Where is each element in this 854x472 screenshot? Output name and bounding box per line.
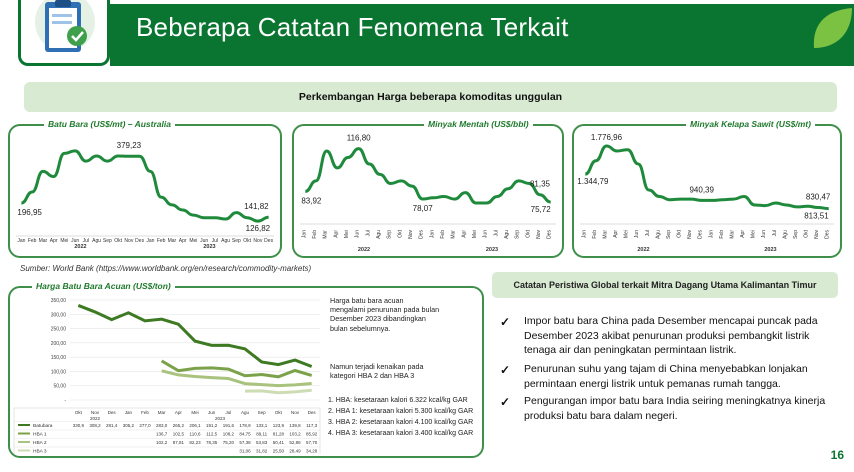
table-cell: 133,1 [256, 423, 268, 428]
table-cell: 102,5 [172, 431, 184, 437]
x-tick-label: Apr [333, 230, 340, 238]
x-tick-label: Jan [301, 230, 308, 239]
series-line [305, 149, 550, 203]
palm-oil-chart-title: Minyak Kelapa Sawit (US$/mt) [686, 119, 815, 129]
table-cell: 117,3 [306, 423, 318, 428]
x-tick-label: Jul [771, 230, 778, 237]
hba-legend [328, 396, 473, 439]
x-tick-label: Agu [376, 230, 382, 239]
y-tick-label: 50,00 [53, 383, 66, 390]
x-tick-label: Apr [49, 238, 58, 244]
x-tick-label: Mei [623, 230, 630, 239]
data-label: 141,82 [244, 202, 269, 212]
year-label: 2022 [357, 247, 371, 253]
x-tick-label: Mei [189, 238, 198, 244]
x-tick-label: Jul [211, 238, 219, 244]
header [0, 0, 854, 68]
series-name: HBA 1 [33, 432, 47, 438]
table-cell: 89,11 [256, 431, 268, 437]
table-cell: 82,23 [189, 440, 201, 445]
x-tick-label: Jan [708, 230, 715, 239]
source-note: Sumber: World Bank (https://www.worldbank.org/en/research/commodity-markets) [20, 264, 312, 273]
data-label: 940,39 [689, 185, 714, 195]
x-tick-label: Des [824, 230, 831, 239]
table-cell: 25,50 [272, 448, 284, 454]
bullet-item [500, 314, 840, 358]
x-tick-label: Mar [729, 230, 736, 239]
table-cell: 112,5 [206, 431, 218, 437]
data-label: 1.776,96 [590, 132, 623, 142]
year-label: 2023 [214, 416, 226, 421]
y-tick-label: - [64, 398, 66, 404]
x-tick-label: Nov [814, 230, 821, 239]
x-tick-label: Jun [354, 230, 361, 239]
crude-oil-chart [292, 124, 564, 258]
table-cell: 277,0 [139, 423, 151, 428]
x-tick-label: Mei [60, 238, 69, 244]
x-tick-label: Okt [74, 410, 82, 415]
x-tick-label: Feb [591, 230, 598, 239]
x-tick-label: Mei [750, 230, 757, 239]
x-tick-label: Jan [429, 230, 436, 239]
check-icon: ✓ [500, 363, 511, 377]
x-tick-label: Jan [124, 410, 132, 415]
year-label: 2023 [485, 247, 499, 253]
x-tick-label: Des [264, 238, 274, 244]
palm-oil-chart [572, 124, 842, 258]
x-tick-label: Sep [257, 410, 266, 415]
x-tick-label: Sep [665, 230, 672, 239]
x-tick-label: Des [697, 230, 704, 239]
x-tick-label: Jul [493, 230, 500, 237]
series-line [585, 146, 828, 209]
x-tick-label: Feb [718, 230, 725, 239]
x-tick-label: Okt [114, 238, 123, 244]
table-cell: 52,86 [289, 440, 301, 445]
table-cell: 103,2 [289, 431, 301, 437]
hba-legend-item: 4. HBA 3: kesetaraan kalori 3.400 kcal/kg GAR [328, 429, 474, 437]
table-cell: 330,9 [72, 423, 84, 428]
table-cell: 28,49 [289, 448, 301, 454]
x-tick-label: Sep [102, 238, 112, 244]
series-line [21, 151, 268, 221]
data-label: 830,47 [805, 192, 831, 202]
y-tick-label: 300,00 [50, 312, 66, 319]
data-label: 81,35 [529, 179, 551, 189]
x-tick-label: Agu [504, 230, 510, 239]
y-tick-label: 200,00 [50, 340, 66, 347]
x-tick-label: Mar [450, 230, 457, 239]
global-events-title: Catatan Peristiwa Global terkait Mitra Dagang Utama Kalimantan Timur [492, 272, 838, 298]
x-tick-label: Mar [322, 230, 329, 239]
table-cell: 75,20 [222, 440, 234, 445]
hba-legend-item: 3. HBA 2: kesetaraan kalori 4.100 kcal/kg GAR [328, 418, 474, 426]
hba-legend-item: 1. HBA: kesetaraan kalori 6.322 kcal/kg GAR [328, 397, 468, 404]
table-cell: 305,2 [122, 423, 134, 428]
table-cell: 31,82 [256, 448, 268, 454]
data-label: 1.344,79 [577, 177, 609, 187]
x-tick-label: Feb [440, 230, 446, 239]
x-tick-label: Jun [200, 238, 209, 244]
table-cell: 178,9 [239, 423, 251, 428]
x-tick-label: Apr [461, 230, 468, 238]
x-tick-label: Sep [231, 238, 241, 244]
x-tick-label: Okt [397, 230, 404, 238]
x-tick-label: Agu [92, 238, 102, 244]
table-cell: 34,28 [306, 448, 318, 454]
hba-chart [8, 292, 324, 454]
x-tick-label: Jan [17, 238, 26, 244]
x-tick-label: Nov [536, 230, 542, 239]
data-label: 116,80 [346, 133, 371, 143]
y-tick-label: 350,00 [50, 298, 66, 304]
x-tick-label: Jun [208, 410, 216, 415]
y-tick-label: 150,00 [50, 355, 66, 362]
bullet-item [500, 362, 840, 391]
data-label: 126,82 [245, 224, 271, 234]
data-label: 83,92 [301, 196, 322, 206]
table-cell: 308,2 [89, 423, 101, 428]
x-tick-label: Mei [191, 410, 199, 415]
data-label: 196,95 [17, 208, 42, 218]
x-tick-label: Jul [225, 410, 232, 415]
table-cell: 265,2 [172, 423, 184, 428]
table-cell: 84,75 [239, 431, 251, 437]
crude-oil-chart-title: Minyak Mentah (US$/bbl) [424, 119, 533, 129]
year-label: 2022 [74, 244, 87, 250]
x-tick-label: Des [135, 238, 145, 244]
series-name: HBA 2 [33, 441, 47, 446]
x-tick-label: Feb [141, 410, 149, 415]
x-tick-label: Apr [178, 238, 187, 244]
x-tick-label: Jun [634, 230, 641, 239]
table-cell: 31,06 [239, 448, 251, 454]
x-tick-label: Des [418, 230, 425, 239]
bullet-text: Pengurangan impor batu bara India seiring meningkatnya kinerja produksi batu bara dalam negeri. [524, 395, 826, 422]
y-tick-label: 250,00 [50, 326, 66, 333]
table-cell: 136,7 [156, 431, 168, 437]
x-tick-label: Apr [174, 410, 182, 415]
table-cell: 281,4 [106, 423, 118, 428]
hba-note-1: Harga batu bara acuan mengalami penurunan pada bulan Desember 2023 dibandingkan bulan sebelumnya. [330, 296, 440, 333]
x-tick-label: Jul [644, 230, 651, 237]
data-label: 75,72 [530, 205, 551, 215]
x-tick-label: Sep [386, 230, 393, 239]
clipboard-logo [18, 0, 110, 66]
x-tick-label: Jun [71, 238, 80, 244]
x-tick-label: Mar [38, 238, 48, 244]
table-cell: 191,6 [222, 423, 234, 428]
series-name: Batubara [33, 424, 53, 429]
x-tick-label: Jan [146, 238, 155, 244]
x-tick-label: Jun [761, 230, 768, 239]
x-tick-label: Mei [344, 230, 350, 239]
x-tick-label: Des [307, 410, 316, 415]
x-tick-label: Nov [124, 238, 134, 244]
x-tick-label: Apr [740, 230, 747, 238]
commodity-banner: Perkembangan Harga beberapa komoditas unggulan [24, 82, 837, 112]
x-tick-label: Okt [243, 238, 252, 244]
x-tick-label: Agu [655, 230, 662, 239]
x-tick-label: Okt [525, 230, 532, 238]
table-cell: 57,38 [239, 440, 251, 445]
series-name: HBA 3 [33, 449, 47, 454]
x-tick-label: Agu [240, 410, 250, 415]
x-tick-label: Feb [312, 230, 318, 239]
table-cell: 191,2 [206, 423, 218, 428]
x-tick-label: Apr [613, 230, 620, 238]
page-title: Beberapa Catatan Fenomena Terkait [136, 12, 569, 42]
table-cell: 81,28 [272, 431, 284, 437]
x-tick-label: Nov [90, 410, 100, 415]
table-cell: 102,2 [156, 440, 168, 445]
table-cell: 78,35 [206, 440, 218, 445]
x-tick-label: Nov [253, 238, 263, 244]
check-icon: ✓ [500, 395, 511, 409]
table-cell: 108,2 [222, 431, 234, 437]
data-label: 78,07 [412, 204, 433, 214]
x-tick-label: Mar [167, 238, 177, 244]
bullet-text: Impor batu bara China pada Desember mencapai puncak pada Desember 2023 akibat penurunan produksi pembangkit listrik tenaga air dan peningkatan permintaan listrik. [524, 315, 818, 357]
x-tick-label: Mar [602, 230, 609, 239]
year-label: 2023 [764, 247, 777, 253]
data-label: 813,51 [804, 211, 829, 221]
check-icon: ✓ [500, 315, 511, 329]
x-tick-label: Nov [687, 230, 694, 239]
x-tick-label: Des [546, 230, 553, 239]
year-label: 2022 [89, 416, 101, 421]
table-cell: 206,1 [189, 423, 201, 428]
x-tick-label: Sep [792, 230, 799, 239]
table-cell: 139,8 [289, 423, 301, 428]
bullet-item [500, 394, 840, 423]
x-tick-label: Jun [482, 230, 489, 239]
x-tick-label: Okt [803, 230, 810, 238]
table-cell: 53,83 [256, 440, 268, 445]
coal-chart-title: Batu Bara (US$/mt) – Australia [44, 119, 175, 129]
series-line [245, 390, 312, 393]
year-label: 2023 [203, 244, 216, 250]
x-tick-label: Feb [156, 238, 166, 244]
x-tick-label: Jul [365, 230, 372, 237]
hba-legend-item: 2. HBA 1: kesetaraan kalori 5.300 kcal/kg GAR [328, 407, 474, 415]
year-label: 2022 [637, 247, 650, 253]
x-tick-label: Des [107, 410, 116, 415]
table-cell: 110,6 [189, 431, 201, 437]
data-label: 379,23 [116, 141, 142, 151]
x-tick-label: Sep [514, 230, 521, 239]
table-cell: 87,81 [172, 440, 184, 445]
x-tick-label: Mei [472, 230, 478, 239]
table-cell: 283,0 [156, 423, 168, 428]
coal-price-chart [8, 124, 282, 258]
leaf-icon [808, 6, 854, 56]
hba-note-2: Namun terjadi kenaikan pada kategori HBA 2 dan HBA 3 [330, 362, 424, 381]
x-tick-label: Agu [782, 230, 789, 239]
table-cell: 50,41 [272, 440, 284, 445]
x-tick-label: Okt [676, 230, 683, 238]
x-tick-label: Jul [82, 238, 90, 244]
hba-chart-title: Harga Batu Bara Acuan (US$/ton) [32, 281, 175, 291]
bullet-text: Penurunan suhu yang tajam di China menyebabkan lonjakan permintaan energi listrik untuk pemanas rumah tangga. [524, 363, 808, 390]
x-tick-label: Mar [157, 410, 166, 415]
y-tick-label: 100,00 [50, 369, 66, 376]
table-cell: 57,70 [306, 440, 318, 445]
page-number: 16 [830, 448, 844, 462]
x-tick-label: Agu [221, 238, 231, 244]
table-cell: 123,9 [272, 423, 284, 428]
x-tick-label: Nov [408, 230, 414, 239]
x-tick-label: Nov [290, 410, 300, 415]
x-tick-label: Okt [274, 410, 282, 415]
x-tick-label: Jan [581, 230, 588, 239]
clipboard-icon [21, 0, 107, 62]
table-cell: 85,92 [306, 431, 318, 437]
x-tick-label: Feb [27, 238, 37, 244]
